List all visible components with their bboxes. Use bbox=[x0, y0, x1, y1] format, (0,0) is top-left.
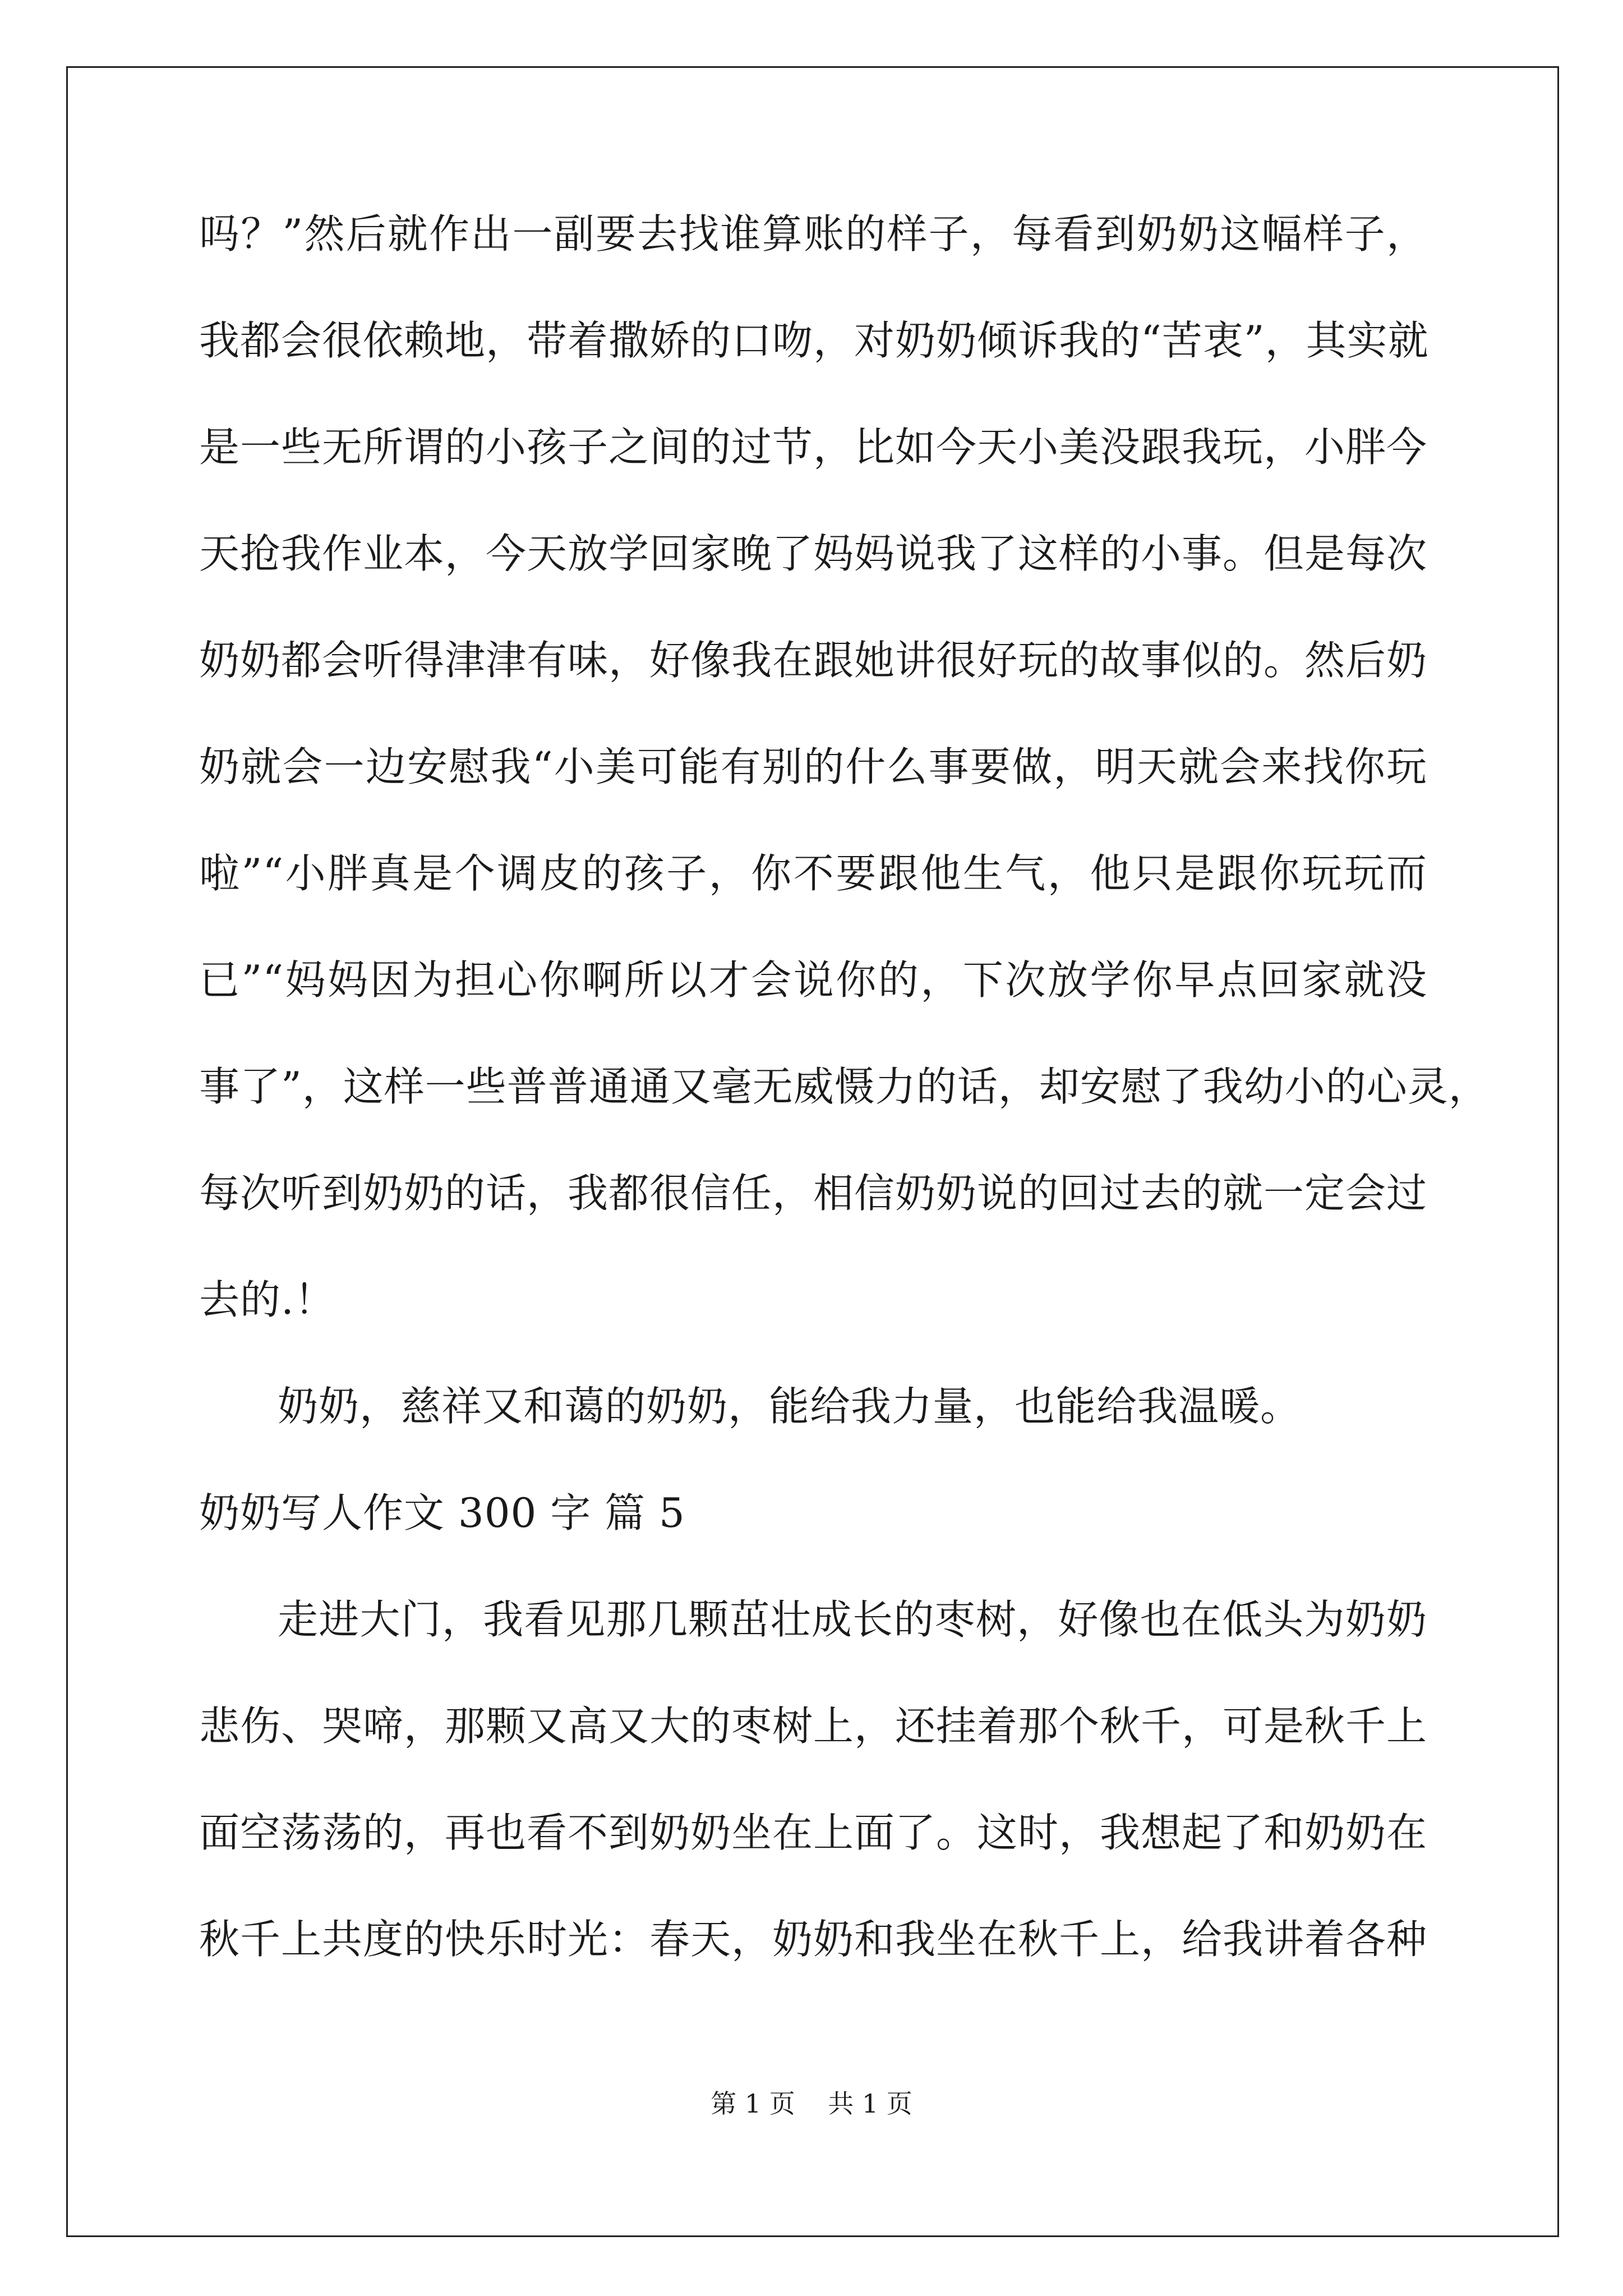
section-heading: 奶奶写人作文 300 字 篇 5 bbox=[199, 1489, 685, 1536]
text-line-15: 悲伤、哭啼，那颗又高又大的枣树上，还挂着那个秋千，可是秋千上 bbox=[199, 1703, 1428, 1750]
text-line-8: 已”“妈妈因为担心你啊所以才会说你的，下次放学你早点回家就没 bbox=[199, 956, 1427, 1004]
text-line-6: 奶就会一边安慰我“小美可能有别的什么事要做，明天就会来找你玩 bbox=[199, 743, 1427, 790]
page-border bbox=[66, 66, 1559, 2237]
text-line-11: 去的.！ bbox=[199, 1276, 335, 1323]
text-line-7: 啦”“小胖真是个调皮的孩子，你不要跟他生气，他只是跟你玩玩而 bbox=[199, 850, 1427, 897]
text-line-17: 秋千上共度的快乐时光：春天，奶奶和我坐在秋千上，给我讲着各种 bbox=[199, 1916, 1428, 1963]
text-line-10: 每次听到奶奶的话，我都很信任，相信奶奶说的回过去的就一定会过 bbox=[199, 1170, 1428, 1217]
text-line-1: 吗？”然后就作出一副要去找谁算账的样子，每看到奶奶这幅样子， bbox=[199, 210, 1427, 257]
text-line-9: 事了”，这样一些普普通通又毫无威慑力的话，却安慰了我幼小的心灵， bbox=[199, 1063, 1490, 1110]
text-line-5: 奶奶都会听得津津有味，好像我在跟她讲很好玩的故事似的。然后奶 bbox=[199, 637, 1428, 684]
text-line-4: 天抢我作业本，今天放学回家晚了妈妈说我了这样的小事。但是每次 bbox=[199, 530, 1428, 577]
page-number-footer: 第 1 页 共 1 页 bbox=[711, 2088, 912, 2119]
text-line-3: 是一些无所谓的小孩子之间的过节，比如今天小美没跟我玩，小胖今 bbox=[199, 424, 1428, 471]
text-line-2: 我都会很依赖地，带着撒娇的口吻，对奶奶倾诉我的“苦衷”，其实就 bbox=[199, 317, 1429, 364]
text-line-14: 走进大门，我看见那几颗茁壮成长的枣树，好像也在低头为奶奶 bbox=[278, 1596, 1427, 1643]
paragraph-line: 奶奶，慈祥又和蔼的奶奶，能给我力量，也能给我温暖。 bbox=[278, 1383, 1302, 1430]
text-line-16: 面空荡荡的，再也看不到奶奶坐在上面了。这时，我想起了和奶奶在 bbox=[199, 1809, 1428, 1856]
